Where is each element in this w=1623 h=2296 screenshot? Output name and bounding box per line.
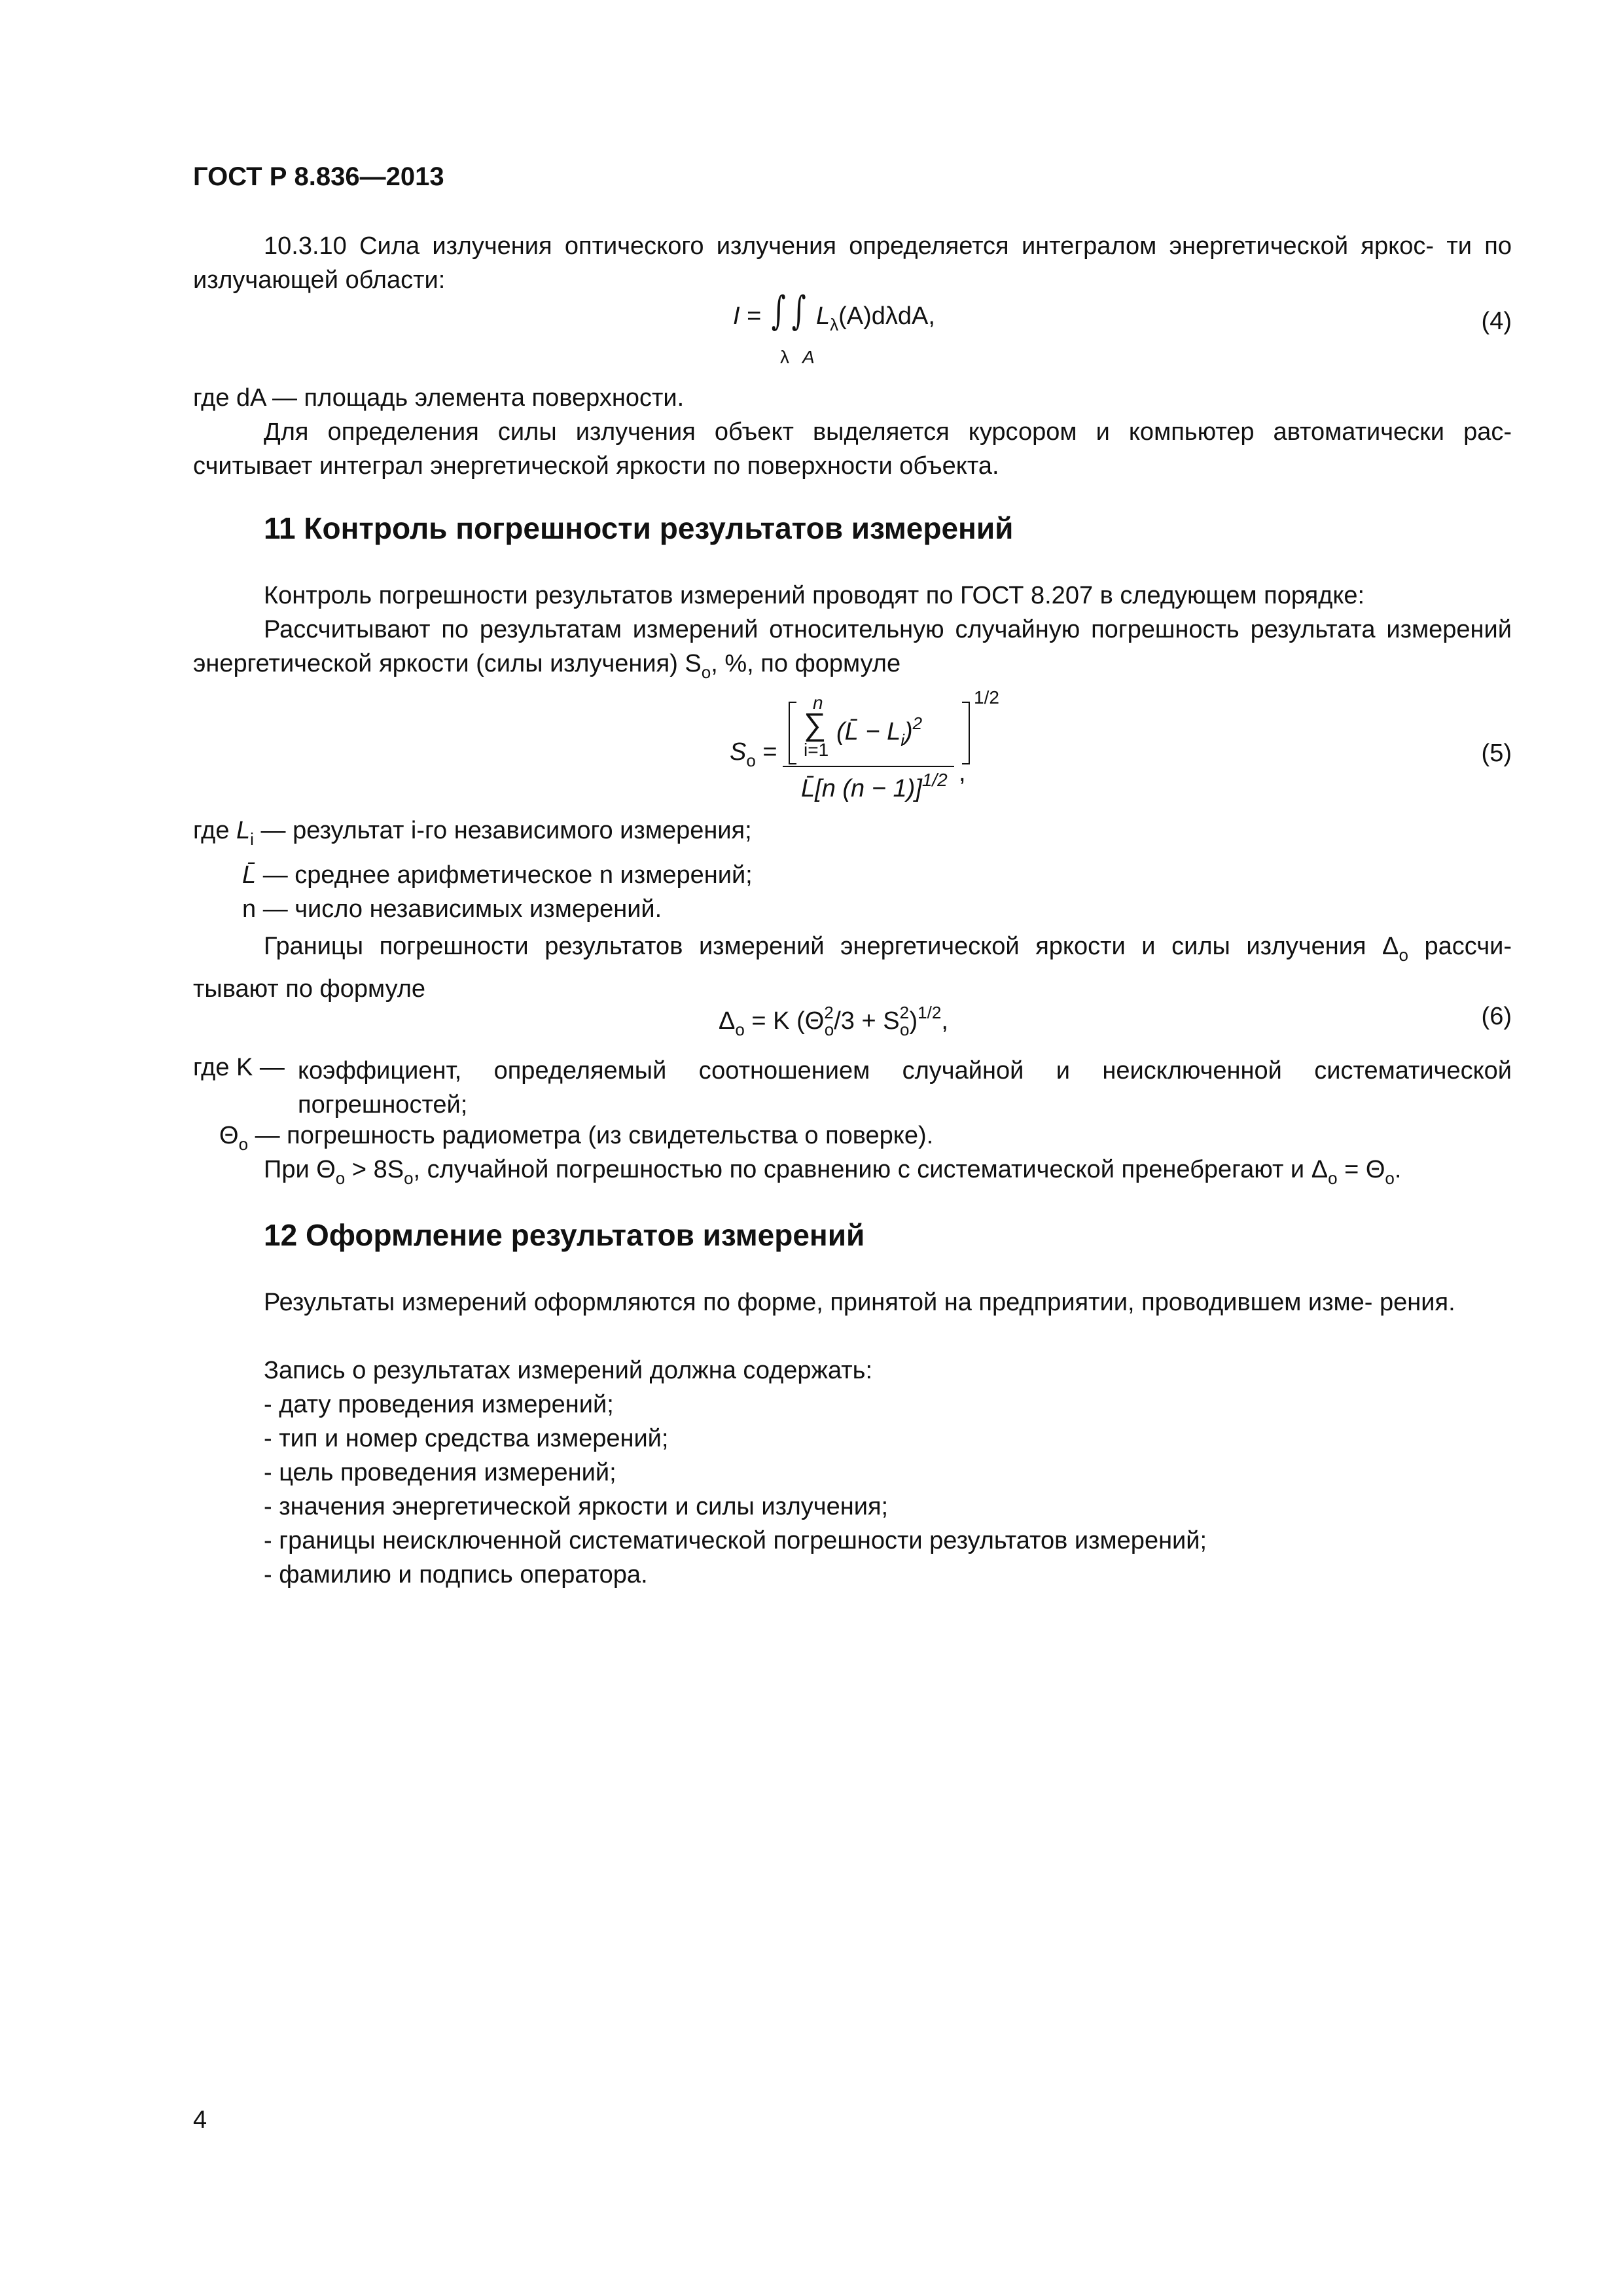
sum-top: n xyxy=(813,692,823,713)
sum-sign: ∑ xyxy=(804,708,827,742)
section-11-para1: Контроль погрешности результатов измерений проводят по ГОСТ 8.207 в следующем порядке: xyxy=(264,582,1365,609)
fraction-line xyxy=(783,766,954,767)
where-Lbar: L̄ — среднее арифметическое n измерений; xyxy=(242,861,753,889)
integral-lower-lambda: λ xyxy=(780,347,789,367)
sum-bottom: i=1 xyxy=(804,740,829,760)
where-K-text: коэффициент, определяемый соотношением случайной и неисключенной систематической погрешностей; xyxy=(298,1057,1512,1119)
bracket-left xyxy=(789,702,796,764)
section-12-heading: 12 Оформление результатов измерений xyxy=(264,1218,865,1252)
condition-line: При $\Theta_o > 8S_o$, случайной погрешностью по сравнению с систематической пренебрегают и $\Delta_o = \Theta_o$. xyxy=(264,1156,1402,1188)
section-12-para2: Запись о результатах измерений должна содержать: xyxy=(264,1357,873,1384)
integral-sign-2: ∫ xyxy=(791,288,806,334)
section-11-para2: Рассчитывают по результатам измерений относительную случайную погрешность результата измерений энергетической яркости (силы излучения) $S_o$, %, по формуле xyxy=(193,616,1512,682)
where-Li: где $L_i$ — результат i-го независимого измерения; xyxy=(193,817,752,849)
list-item: - значения энергетической яркости и силы излучения; xyxy=(264,1493,889,1520)
formula-6: $\Delta_o = K$ $(\Theta^2_o/3 + S^2_o)^{1/2}$, xyxy=(719,1003,948,1039)
formula-6-number: (6) xyxy=(1481,1003,1512,1030)
bracket-right xyxy=(962,702,970,764)
formula-5-numerator: (L̄ − $L_i)^2$ xyxy=(836,713,923,750)
formula-5-number: (5) xyxy=(1481,740,1512,767)
page-number: 4 xyxy=(193,2106,207,2134)
outer-power: 1/2 xyxy=(974,687,999,708)
integral-sign-1: ∫ xyxy=(771,288,786,334)
formula-4 xyxy=(733,288,935,335)
paragraph-10-3-10: 10.3.10 Сила излучения оптического излучения определяется интегралом энергетической яркос- ти по излучающей области: xyxy=(193,232,1512,294)
formula-5-comma: , xyxy=(959,759,966,787)
section-11-para3: Границы погрешности результатов измерений энергетической яркости и силы излучения $\Delta_o$ рассчи- тывают по формуле xyxy=(193,933,1512,1003)
section-11-heading: 11 Контроль погрешности результатов измерений xyxy=(264,511,1014,545)
list-item: - дату проведения измерений; xyxy=(264,1391,614,1418)
where-theta: $\Theta_o$ — погрешность радиометра (из свидетельства о поверке). xyxy=(219,1122,934,1154)
formula-4-lhs: I xyxy=(733,302,740,330)
list-item: - тип и номер средства измерений; xyxy=(264,1425,669,1452)
paragraph-cursor: Для определения силы излучения объект выделяется курсором и компьютер автоматически рас- считывает интеграл энергетической яркости по поверхности объекта. xyxy=(193,418,1512,480)
where-dA: где dA — площадь элемента поверхности. xyxy=(193,384,685,412)
formula-5-lhs: $S_o$ = xyxy=(730,738,777,770)
formula-4-number: (4) xyxy=(1481,308,1512,335)
where-K-label: где K — xyxy=(193,1054,285,1081)
formula-4-eq: = xyxy=(747,302,762,330)
where-n: n — число независимых измерений. xyxy=(242,895,662,923)
list-item: - цель проведения измерений; xyxy=(264,1459,616,1486)
section-12-para1: Результаты измерений оформляются по форме, принятой на предприятии, проводившем изме- рения. xyxy=(264,1289,1455,1316)
document-header: ГОСТ Р 8.836—2013 xyxy=(193,162,444,191)
formula-4-body: (A)dλdA, xyxy=(838,302,935,330)
formula-4-L-sub: λ xyxy=(830,315,839,334)
integral-lower-A: A xyxy=(802,347,815,367)
formula-4-L: L xyxy=(815,302,830,330)
list-item: - границы неисключенной систематической погрешности результатов измерений; xyxy=(264,1527,1207,1554)
formula-5-denominator: L̄[n (n − 1)]$^{1/2}$ xyxy=(801,770,948,802)
list-item: - фамилию и подпись оператора. xyxy=(264,1561,648,1588)
